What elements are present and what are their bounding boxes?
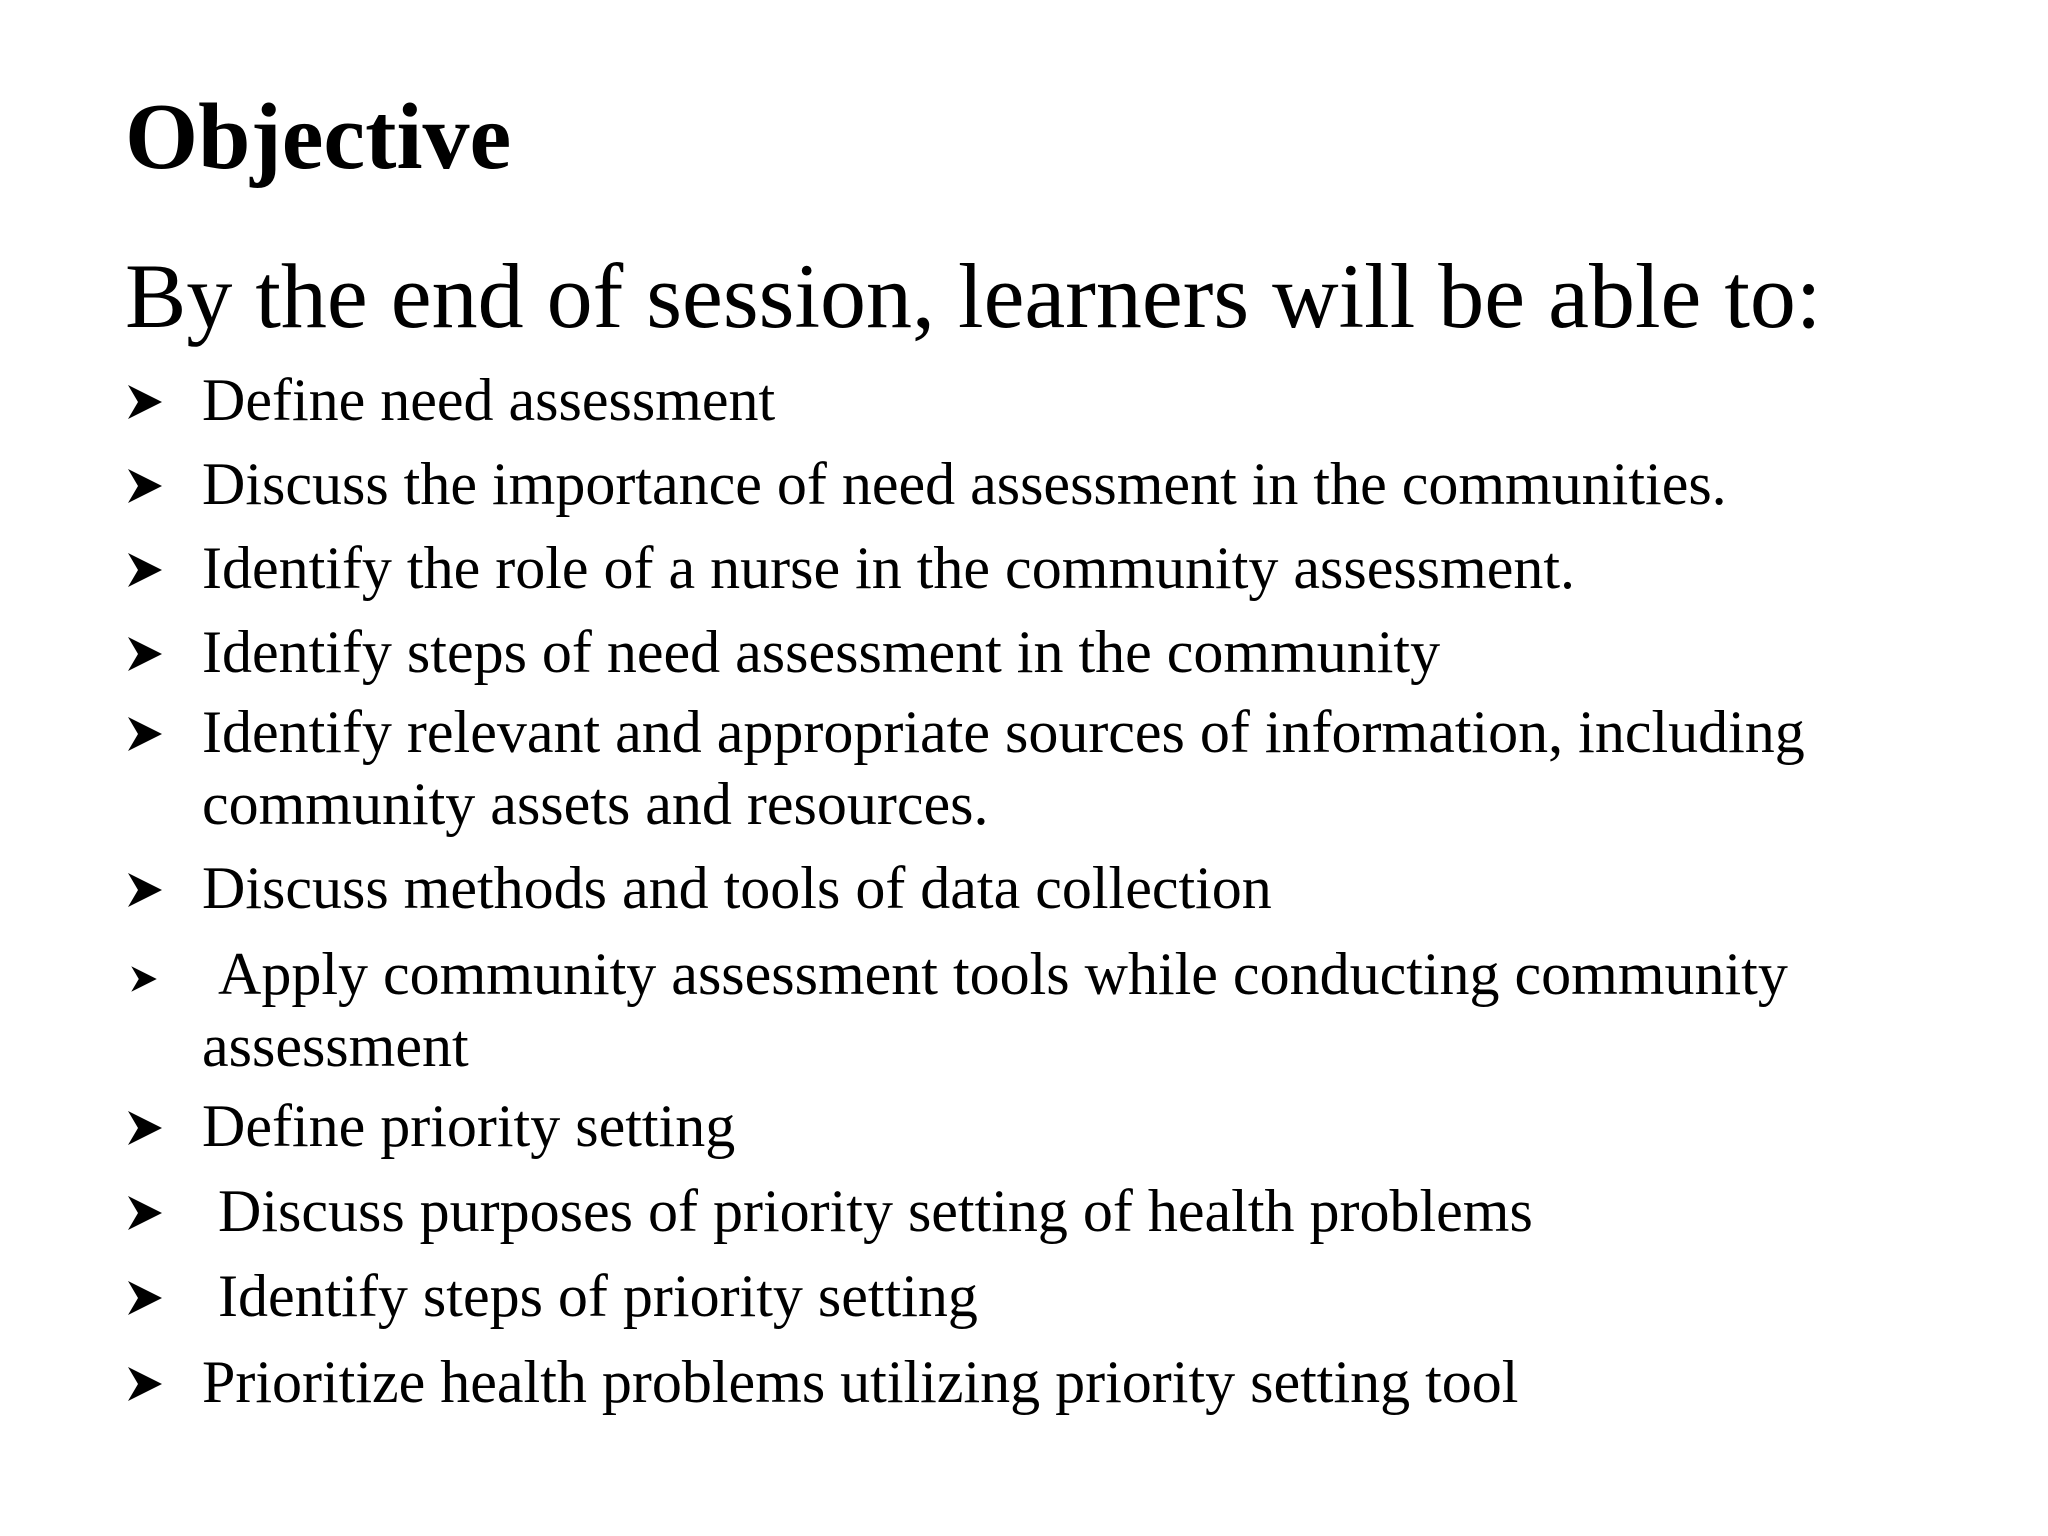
arrowhead-bullet-icon <box>129 964 159 994</box>
list-item: Discuss methods and tools of data collection <box>125 852 1985 924</box>
arrowhead-bullet-icon <box>125 634 165 674</box>
list-item: Apply community assessment tools while conducting community assessment <box>125 938 1985 1082</box>
arrowhead-bullet-icon <box>125 1364 165 1404</box>
arrowhead-bullet-icon <box>125 466 165 506</box>
arrowhead-bullet-icon <box>125 870 165 910</box>
list-item: Define need assessment <box>125 364 1985 436</box>
arrowhead-bullet-icon <box>125 1278 165 1318</box>
slide-title: Objective <box>125 85 512 189</box>
list-item: Discuss the importance of need assessment in the communities. <box>125 448 1985 520</box>
arrowhead-bullet-icon <box>125 714 165 754</box>
list-item: Define priority setting <box>125 1090 1985 1162</box>
arrowhead-bullet-icon <box>125 1108 165 1148</box>
list-item: Identify relevant and appropriate sources of information, including community assets and resources. <box>125 696 1985 840</box>
list-item: Identify the role of a nurse in the community assessment. <box>125 532 1985 604</box>
arrowhead-bullet-icon <box>125 550 165 590</box>
list-item: Discuss purposes of priority setting of health problems <box>125 1175 1985 1247</box>
list-item: Prioritize health problems utilizing priority setting tool <box>125 1346 1985 1418</box>
slide-subtitle: By the end of session, learners will be able to: <box>125 245 1822 347</box>
list-item: Identify steps of priority setting <box>125 1260 1985 1332</box>
arrowhead-bullet-icon <box>125 1193 165 1233</box>
arrowhead-bullet-icon <box>125 382 165 422</box>
list-item: Identify steps of need assessment in the community <box>125 616 1985 688</box>
